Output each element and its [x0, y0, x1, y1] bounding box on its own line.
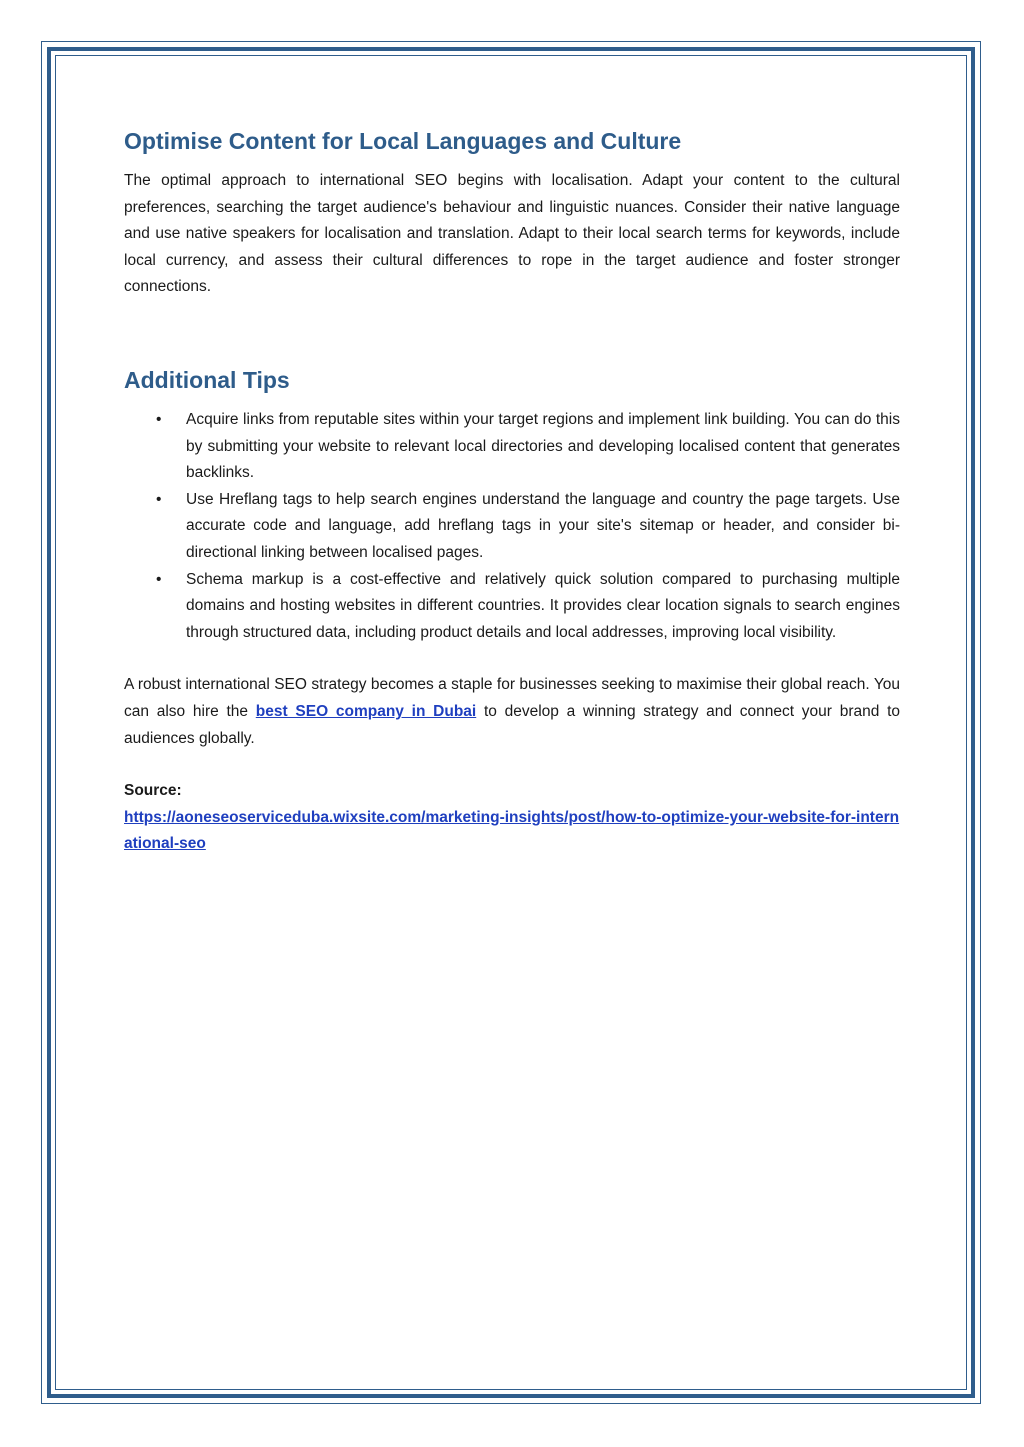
list-item	[124, 487, 900, 567]
section-body-local-languages: The optimal approach to international SEO begins with localisation. Adapt your content to the cultural preferences, searching the target audience's behaviour and linguistic nuances. Consider their native language and use native speakers for localisation and translation. Adapt to their local search terms for keywords, include local currency, and assess their cultural differences to rope in the target audience and foster stronger connections.	[124, 172, 900, 296]
closing-text-before-link: A robust international SEO strategy becomes a staple for businesses seeking to maximise their global reach. You can also hire the	[124, 676, 900, 720]
closing-text-after-link: to develop a winning strategy and connect your brand to audiences globally.	[124, 702, 900, 747]
list-item-text: Schema markup is a cost-effective and relatively quick solution compared to purchasing multiple domains and hosting websites in different countries. It provides clear location signals to search engines through structured data, including product details and local addresses, improving local visibility.	[186, 570, 900, 641]
section-title-local-languages: Optimise Content for Local Languages and Culture	[124, 128, 682, 154]
bullet-icon: •	[156, 490, 162, 508]
document-content	[124, 124, 900, 858]
list-item	[124, 567, 900, 647]
list-item-text: Acquire links from reputable sites within your target regions and implement link building. You can do this by submitting your website to relevant local directories and developing localised content that generates backlinks.	[186, 410, 900, 482]
bullet-icon: •	[156, 410, 162, 428]
source-label: Source:	[124, 782, 182, 800]
section-title-additional-tips: Additional Tips	[124, 366, 290, 393]
closing-paragraph	[124, 672, 900, 752]
seo-company-link[interactable]: best SEO company in Dubai	[255, 702, 477, 720]
source-url-link[interactable]: https://aoneseoserviceduba.wixsite.com/marketing-insights/post/how-to-optimize-your-website-for-international-seo	[124, 808, 900, 853]
tips-list	[124, 407, 900, 646]
list-item-text: Use Hreflang tags to help search engines understand the language and country the page targets. Use accurate code and language, add hreflang tags in your site's sitemap or header, and consider bi-directional linking between localised pages.	[186, 490, 900, 561]
list-item	[124, 407, 900, 487]
bullet-icon: •	[156, 570, 162, 588]
